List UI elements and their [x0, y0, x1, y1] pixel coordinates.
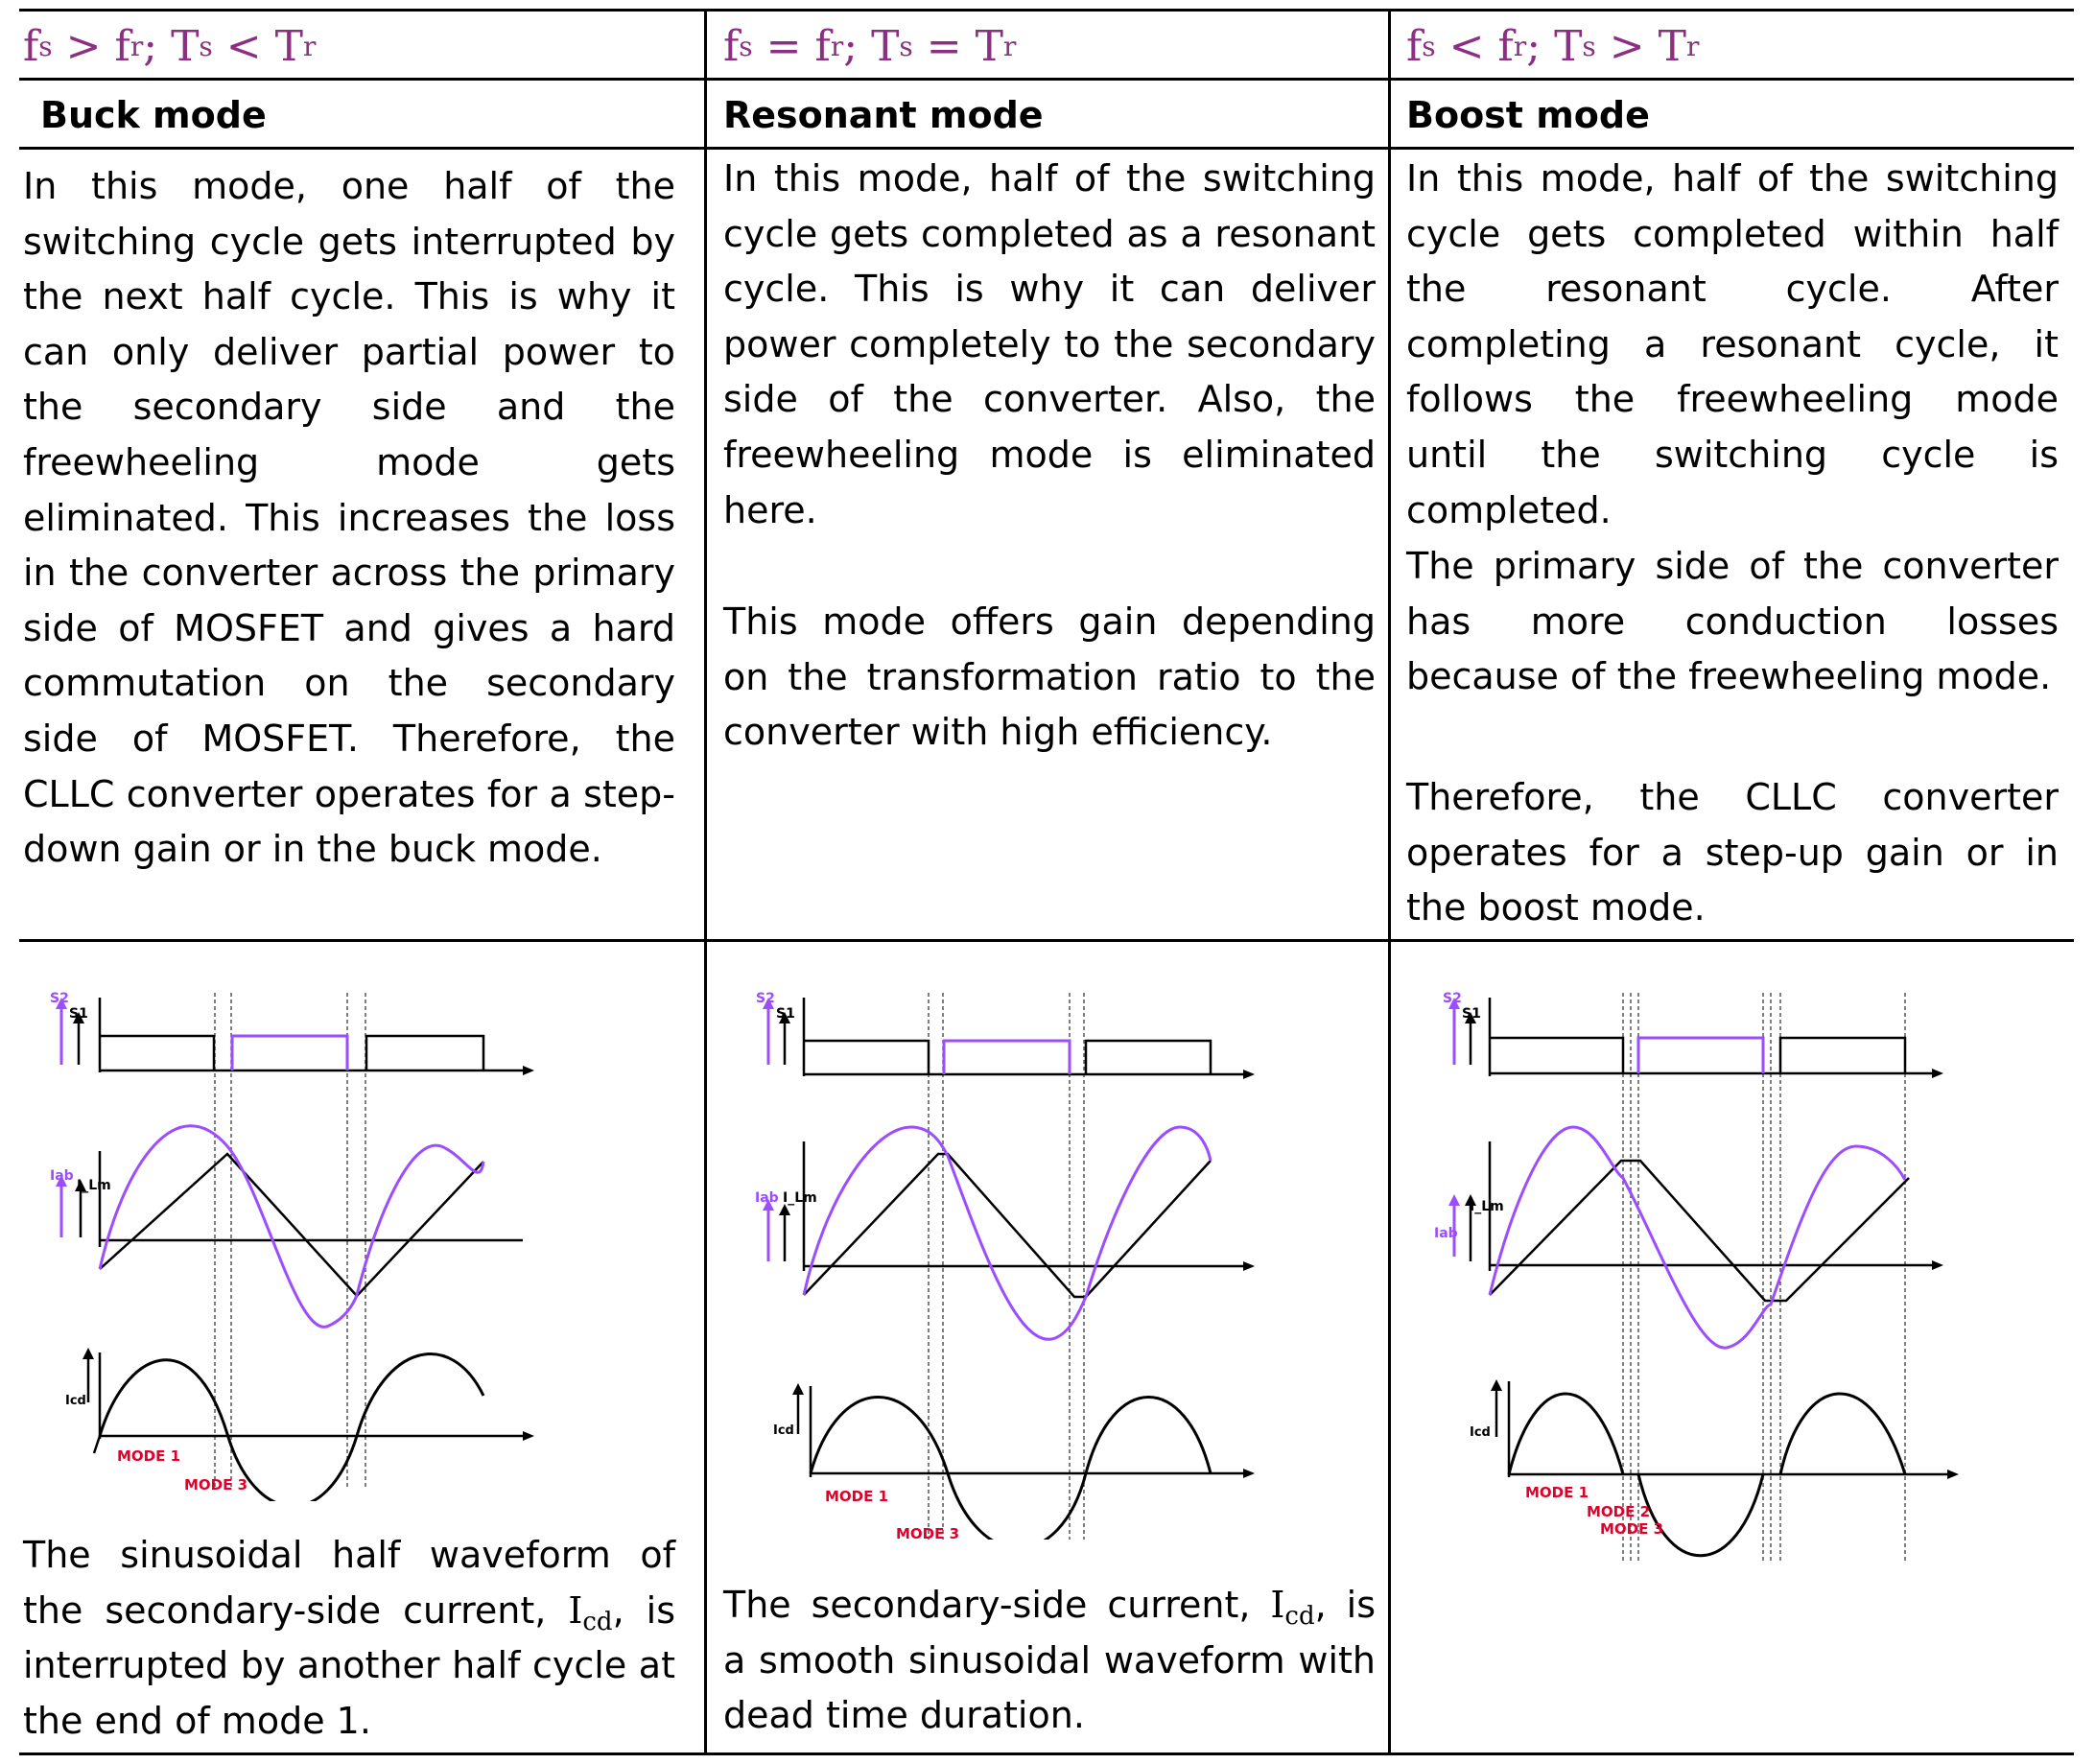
- icd-label: Icd: [773, 1423, 794, 1438]
- condition-resonant: f s = f r ; T s = T r: [723, 21, 1017, 71]
- icd-label: Icd: [65, 1394, 86, 1408]
- ilm-label: I_Lm: [783, 1190, 817, 1206]
- condition-buck: f s > f r ; T s < T r: [23, 21, 317, 71]
- s2-label: S2: [756, 991, 775, 1006]
- iab-label: Iab: [755, 1190, 779, 1206]
- s2-label: S2: [50, 991, 69, 1006]
- mode-divider-rule: [19, 147, 2074, 150]
- column-divider-1: [704, 9, 707, 1755]
- s1-label: S1: [69, 1006, 88, 1022]
- table-top-rule: [19, 9, 2074, 12]
- s1-pulse-2: [366, 1036, 483, 1070]
- mode-title-boost: Boost mode: [1406, 94, 1650, 136]
- condition-boost: f s < f r ; T s > T r: [1406, 21, 1700, 71]
- s2-label: S2: [1443, 991, 1462, 1006]
- s2-pulse: [232, 1036, 347, 1070]
- iab-waveform: [100, 1126, 483, 1328]
- mode3-label: MODE 3: [896, 1525, 960, 1540]
- mode1-label: MODE 1: [1525, 1484, 1589, 1501]
- mode3-label: MODE 3: [1600, 1520, 1664, 1538]
- mode1-label: MODE 1: [825, 1488, 889, 1505]
- description-resonant-gain: This mode offers gain depending on the transformation ratio to the converter with high efficiency.: [723, 600, 1376, 754]
- ilm-waveform: [100, 1154, 483, 1296]
- table-bottom-rule: [19, 1752, 2074, 1755]
- mode-title-buck: Buck mode: [40, 94, 267, 136]
- iab-label: Iab: [1434, 1226, 1458, 1241]
- mode-boundary-lines: [1623, 993, 1905, 1564]
- waveform-figure-resonant: [748, 974, 1266, 1540]
- mode-title-resonant: Resonant mode: [723, 94, 1044, 136]
- ilm-label: I_Lm: [77, 1178, 111, 1193]
- description-boost-conclusion: Therefore, the CLLC converter operates for a step-up gain or in the boost mode.: [1406, 776, 2059, 929]
- iab-label: Iab: [50, 1168, 74, 1184]
- icd-label: Icd: [1470, 1425, 1491, 1440]
- s1-label: S1: [776, 1006, 795, 1022]
- header-divider-rule: [19, 78, 2074, 81]
- waveform-figure-buck: [38, 974, 556, 1501]
- caption-resonant: The secondary-side current, $I_{cd}$, is a smooth sinusoidal waveform with dead time duration.: [723, 1584, 1376, 1737]
- caption-buck: The sinusoidal half waveform of the secondary-side current, $I_{cd}$, is interrupted by another half cycle at the end of mode 1.: [23, 1534, 675, 1742]
- description-buck: In this mode, one half of the switching cycle gets interrupted by the next half cycle. This is why it can only deliver partial power to the secondary side and the freewheeling mode gets eliminated. This increases the loss in the converter across the primary side of MOSFET and gives a hard commutation on the secondary side of MOSFET. Therefore, the CLLC converter operates for a step-down gain or in the buck mode.: [23, 165, 675, 871]
- s1-pulse-1: [100, 1036, 214, 1070]
- description-resonant: In this mode, half of the switching cycle gets completed as a resonant cycle. This is why it can deliver power completely to the secondary side of the converter. Also, the freewheeling mode is eliminated here.: [723, 157, 1376, 531]
- mode3-label: MODE 3: [184, 1476, 248, 1494]
- description-boost: In this mode, half of the switching cycle gets completed within half the resonant cycle. After completing a resonant cycle, it follows the freewheeling mode until the switching cycle is completed.: [1406, 157, 2059, 531]
- description-boost-losses: The primary side of the converter has more conduction losses because of the freewheeling mode.: [1406, 545, 2059, 698]
- figure-divider-rule: [19, 939, 2074, 942]
- mode2-label: MODE 2: [1587, 1503, 1651, 1520]
- column-divider-2: [1388, 9, 1391, 1755]
- icd-waveform: [100, 1354, 483, 1501]
- s1-label: S1: [1462, 1006, 1481, 1022]
- ilm-label: I_Lm: [1470, 1199, 1504, 1214]
- waveform-figure-boost: [1429, 974, 1966, 1568]
- mode1-label: MODE 1: [117, 1447, 181, 1465]
